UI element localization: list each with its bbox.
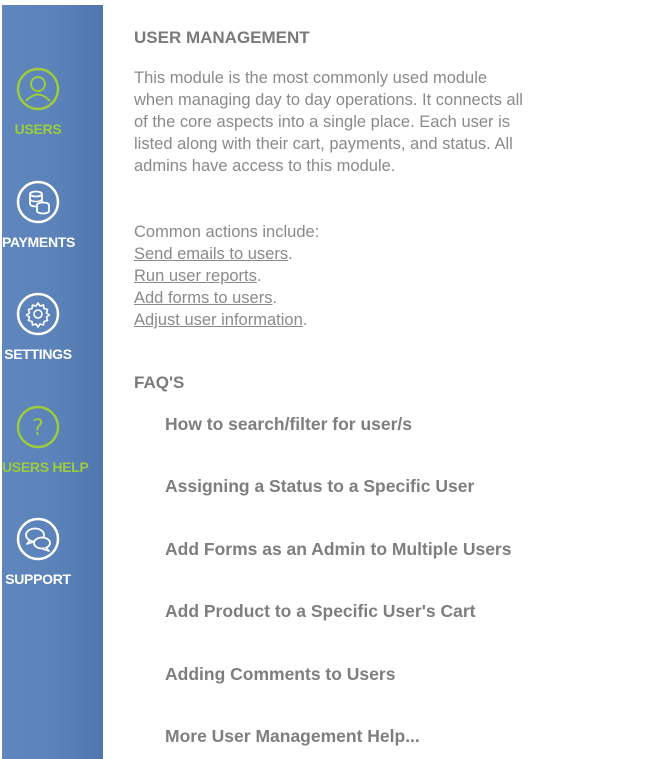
- add-forms-link[interactable]: Add forms to users: [134, 289, 273, 307]
- chat-icon: [16, 517, 60, 561]
- coins-icon: [16, 180, 60, 224]
- list-item: Adjust user information.: [134, 311, 308, 329]
- sidebar-item-users[interactable]: [2, 67, 103, 157]
- list-item: Run user reports.: [134, 267, 262, 285]
- gear-icon: [16, 292, 60, 336]
- sidebar-item-label: SETTINGS: [4, 346, 72, 362]
- sidebar-item-users-help[interactable]: [2, 405, 103, 495]
- page-title: USER MANAGEMENT: [134, 28, 310, 47]
- module-description: This module is the most commonly used module when managing day to day operations. It connects all of the core aspects into a single place. Each user is listed along with their cart, payments, and status. All admins have access to this module.: [134, 69, 523, 175]
- sidebar-item-label: USERS: [14, 121, 62, 137]
- faq-item-add-forms-multiple[interactable]: Add Forms as an Admin to Multiple Users: [165, 539, 512, 559]
- faq-item-adding-comments[interactable]: Adding Comments to Users: [165, 664, 396, 684]
- sidebar-item-settings[interactable]: [2, 292, 103, 382]
- actions-intro: Common actions include:: [134, 223, 320, 241]
- adjust-user-info-link[interactable]: Adjust user information: [134, 311, 303, 329]
- svg-text:?: ?: [32, 416, 44, 441]
- list-item: Add forms to users.: [134, 289, 278, 307]
- actions-list: [134, 243, 307, 331]
- sidebar-item-label: USERS HELP: [2, 459, 89, 475]
- sidebar-item-payments[interactable]: [2, 180, 103, 270]
- sidebar-item-label: PAYMENTS: [2, 234, 76, 250]
- faq-item-search-filter[interactable]: How to search/filter for user/s: [165, 414, 413, 434]
- sidebar-item-label: SUPPORT: [5, 571, 71, 587]
- user-icon: [16, 67, 60, 111]
- faq-item-assign-status[interactable]: Assigning a Status to a Specific User: [165, 476, 475, 496]
- help-icon: [16, 405, 60, 449]
- faq-item-add-product-cart[interactable]: Add Product to a Specific User's Cart: [165, 601, 476, 621]
- faq-heading: FAQ'S: [134, 373, 185, 392]
- faq-item-more-help[interactable]: More User Management Help...: [165, 726, 420, 746]
- run-reports-link[interactable]: Run user reports: [134, 267, 257, 285]
- send-emails-link[interactable]: Send emails to users: [134, 245, 289, 263]
- sidebar: [2, 5, 103, 759]
- list-item: Send emails to users.: [134, 245, 293, 263]
- sidebar-item-support[interactable]: [2, 517, 103, 607]
